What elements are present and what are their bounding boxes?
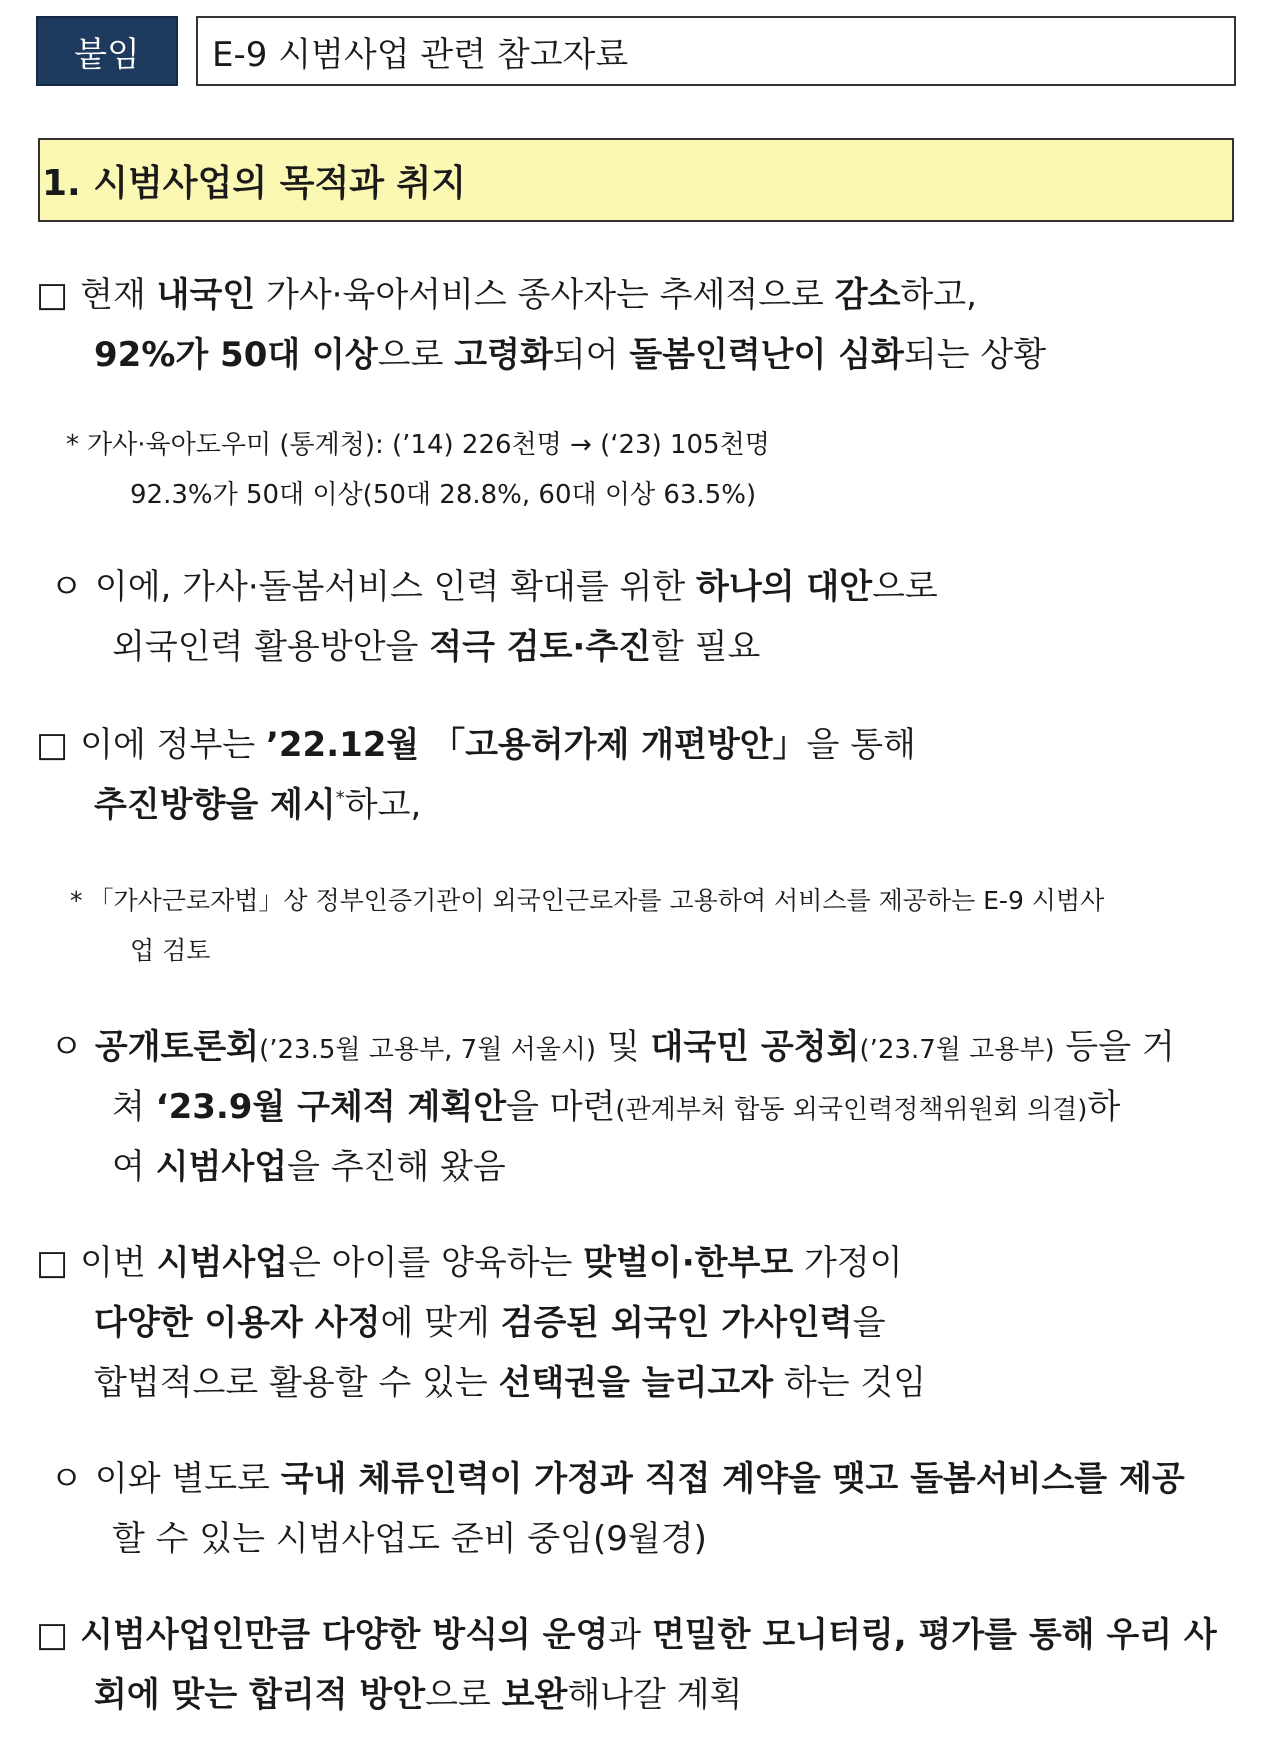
paragraph-2-line-1: □ 이에 정부는 ’22.12월 「고용허가제 개편방안」을 통해 (36, 725, 916, 765)
paragraph-3-line-2: 다양한 이용자 사정에 맞게 검증된 외국인 가사인력을 (94, 1303, 886, 1343)
sub-item-3-line-1: ㅇ 이와 별도로 국내 체류인력이 가정과 직접 계약을 맺고 돌봄서비스를 제공 (50, 1459, 1185, 1499)
footnote-ref: * (335, 787, 345, 809)
footnote-2-line-2: 업 검토 (130, 936, 211, 965)
paragraph-3-line-3: 합법적으로 활용할 수 있는 선택권을 늘리고자 하는 것임 (94, 1363, 927, 1403)
box-bullet: □ (36, 1615, 69, 1655)
circle-bullet: ㅇ (50, 1459, 83, 1499)
sub-item-2-line-3: 여 시범사업을 추진해 왔음 (112, 1147, 506, 1187)
circle-bullet: ㅇ (50, 567, 83, 607)
footnote-1-line-2: 92.3%가 50대 이상(50대 28.8%, 60대 이상 63.5%) (130, 480, 757, 510)
asterisk-marker: * (70, 886, 83, 915)
sub-item-2-line-2: 쳐 ‘23.9월 구체적 계획안을 마련(관계부처 합동 외국인력정책위원회 의결)하 (112, 1087, 1121, 1127)
attachment-badge: 붙임 (36, 16, 178, 86)
paragraph-4-line-1: □ 시범사업인만큼 다양한 방식의 운영과 면밀한 모니터링, 평가를 통해 우리 사 (36, 1615, 1217, 1655)
paragraph-2-line-2: 추진방향을 제시*하고, (94, 785, 422, 825)
sub-item-1-line-2: 외국인력 활용방안을 적극 검토·추진할 필요 (112, 627, 761, 667)
paragraph-3-line-1: □ 이번 시범사업은 아이를 양육하는 맞벌이·한부모 가정이 (36, 1243, 903, 1283)
sub-item-3-line-2: 할 수 있는 시범사업도 준비 중임(9월경) (112, 1519, 707, 1559)
footnote-1-line-1: * 가사·육아도우미 (통계청): (’14) 226천명 → (‘23) 105천명 (66, 430, 770, 460)
sub-item-1-line-1: ㅇ 이에, 가사·돌봄서비스 인력 확대를 위한 하나의 대안으로 (50, 567, 938, 607)
document-title: E-9 시범사업 관련 참고자료 (196, 16, 1236, 86)
asterisk-marker: * (66, 430, 79, 460)
paragraph-1-line-2: 92%가 50대 이상으로 고령화되어 돌봄인력난이 심화되는 상황 (94, 335, 1047, 375)
paragraph-1-line-1: □ 현재 내국인 가사·육아서비스 종사자는 추세적으로 감소하고, (36, 275, 977, 315)
circle-bullet: ㅇ (50, 1027, 83, 1067)
section-heading: 1. 시범사업의 목적과 취지 (38, 138, 1234, 222)
paragraph-4-line-2: 회에 맞는 합리적 방안으로 보완해나갈 계획 (94, 1675, 743, 1715)
box-bullet: □ (36, 1243, 69, 1283)
footnote-2-line-1: * 「가사근로자법」상 정부인증기관이 외국인근로자를 고용하여 서비스를 제공하는 E-9 시범사 (70, 886, 1105, 915)
sub-item-2-line-1: ㅇ 공개토론회(’23.5월 고용부, 7월 서울시) 및 대국민 공청회(’23.7월 고용부) 등을 거 (50, 1027, 1175, 1067)
box-bullet: □ (36, 725, 69, 765)
box-bullet: □ (36, 275, 69, 315)
